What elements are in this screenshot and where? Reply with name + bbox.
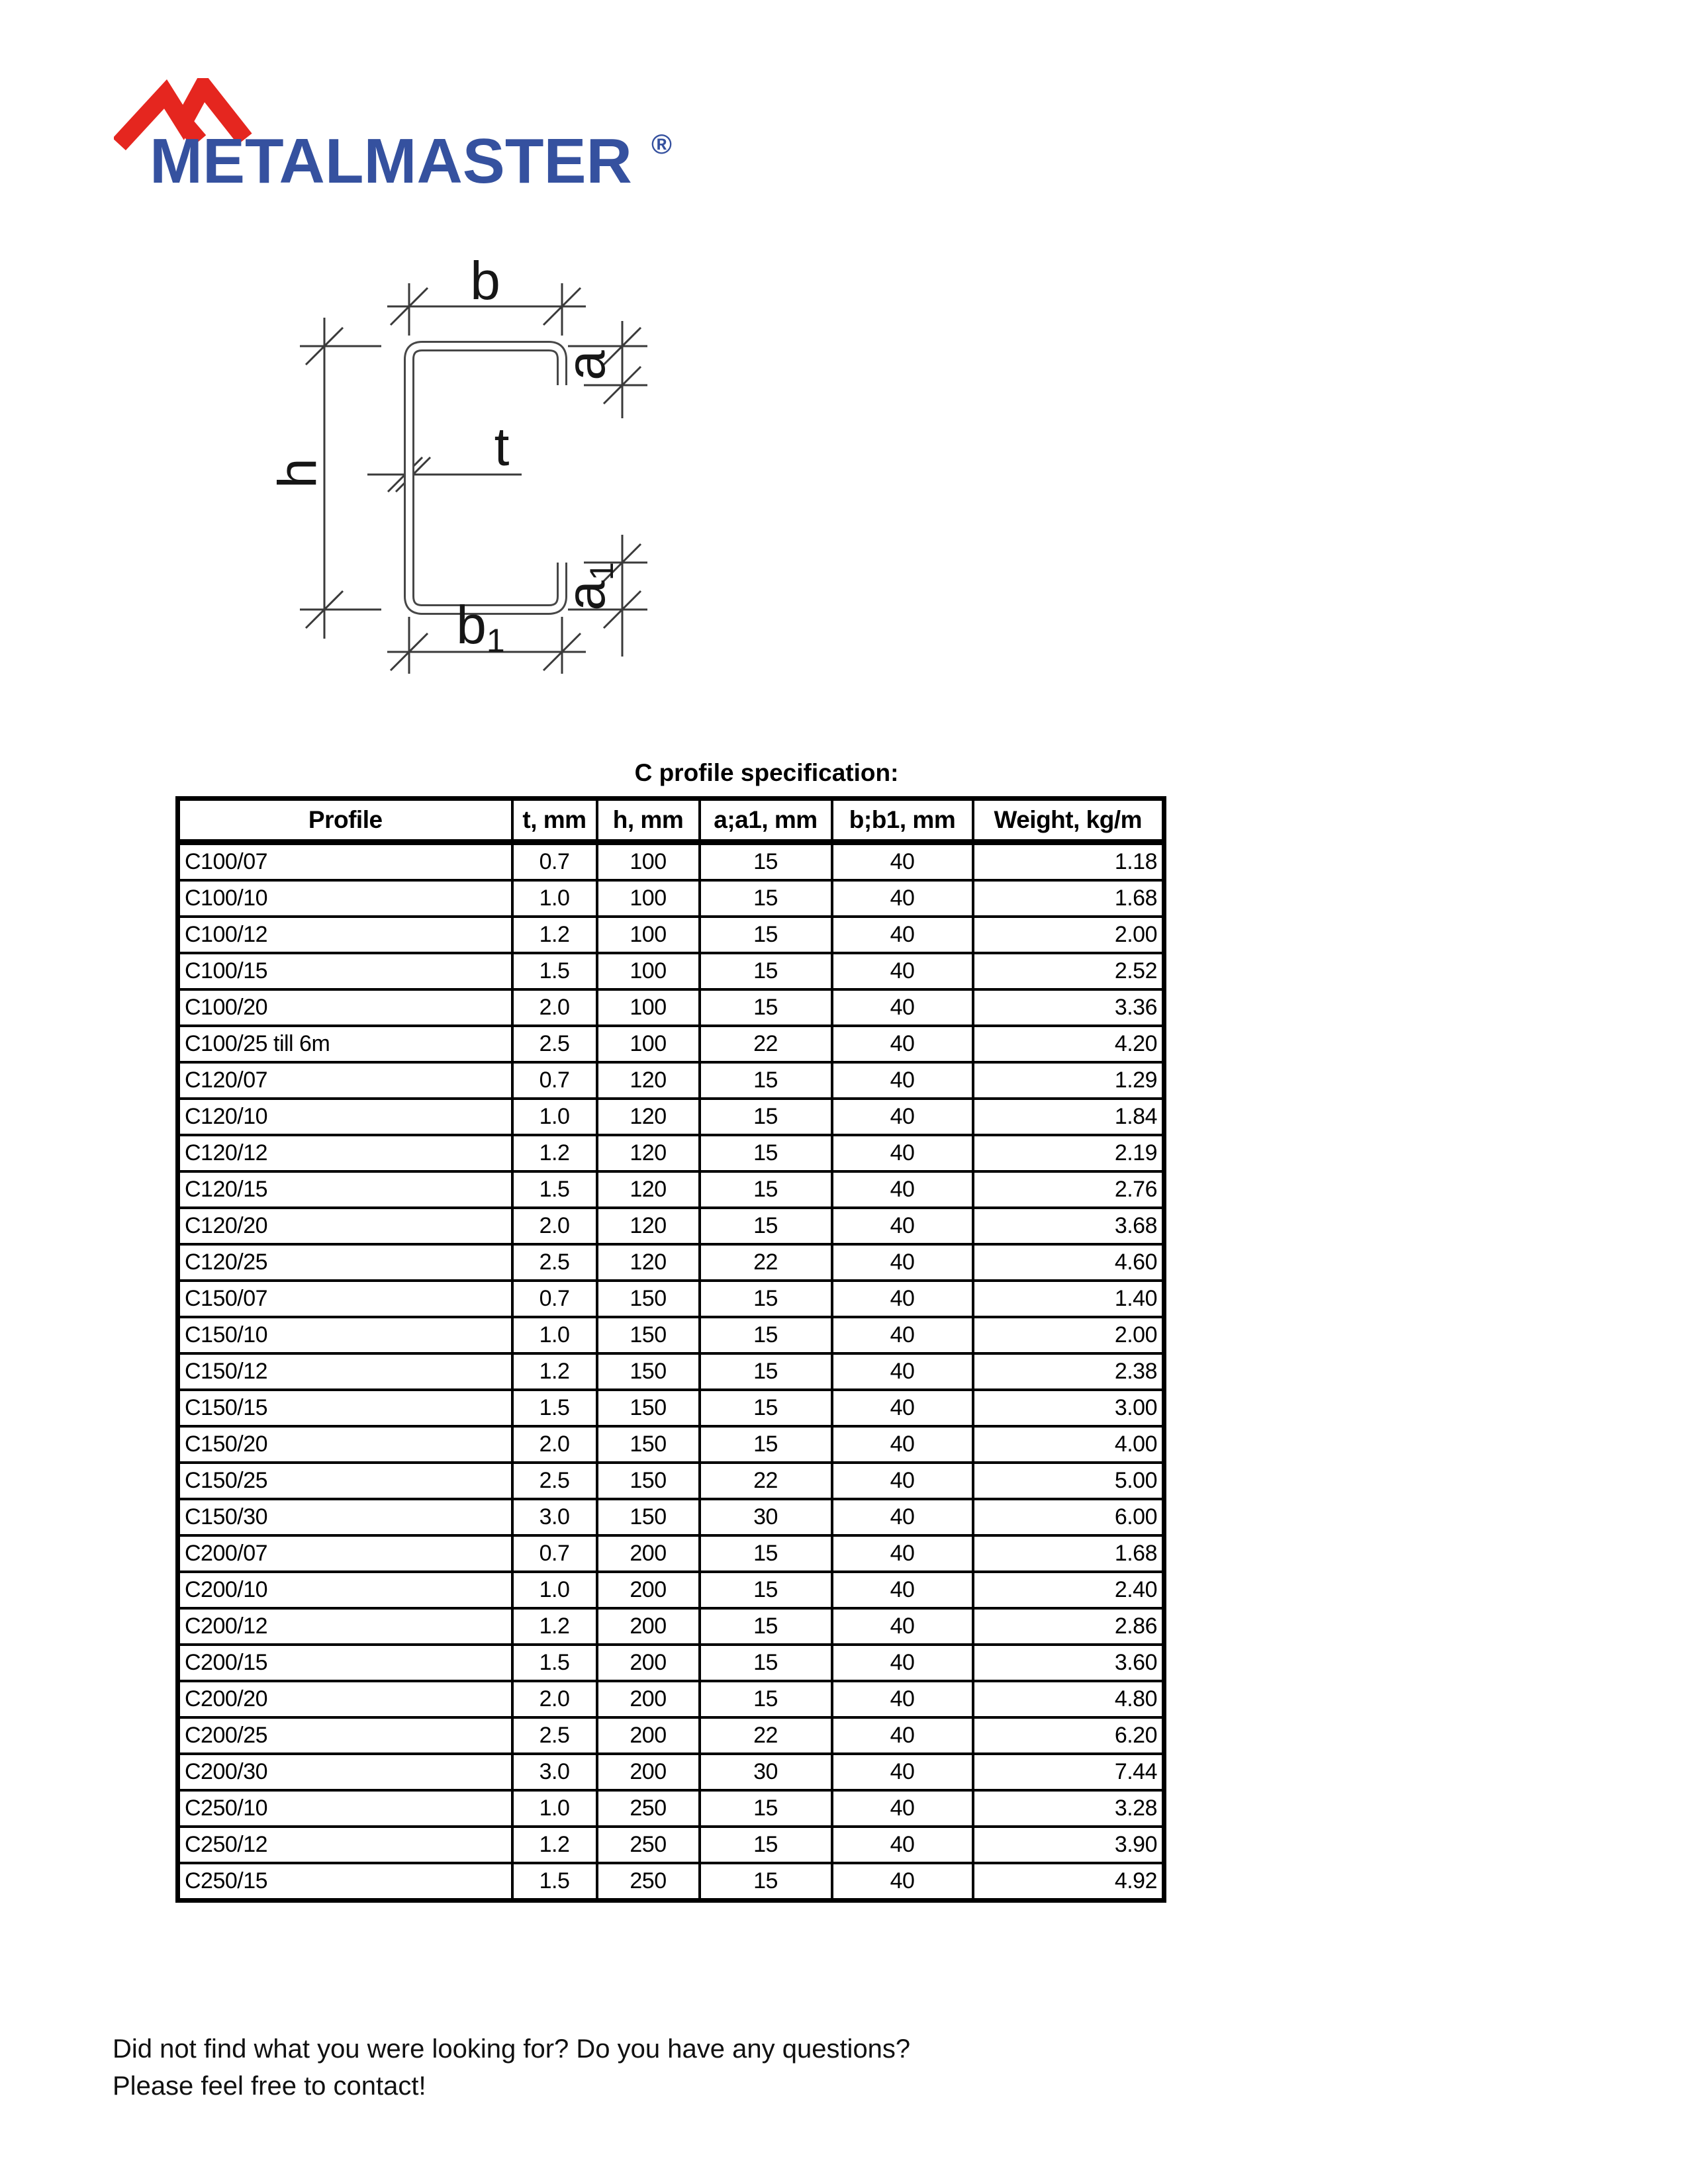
- table-cell: 1.0: [512, 1317, 597, 1353]
- table-cell: 15: [700, 1790, 832, 1827]
- table-cell: 2.52: [973, 953, 1164, 989]
- table-row: [178, 989, 1164, 1026]
- table-row: [178, 917, 1164, 953]
- table-cell: 15: [700, 1208, 832, 1244]
- table-cell: C150/07: [178, 1281, 512, 1317]
- table-title: C profile specification:: [634, 759, 899, 786]
- c-profile-diagram: [252, 225, 675, 688]
- table-cell: C120/12: [178, 1135, 512, 1171]
- table-cell: 15: [700, 1426, 832, 1463]
- table-cell: 15: [700, 953, 832, 989]
- table-cell: 40: [832, 1499, 973, 1535]
- table-cell: 1.40: [973, 1281, 1164, 1317]
- table-cell: 2.0: [512, 989, 597, 1026]
- table-cell: 100: [597, 1026, 700, 1062]
- table-cell: 1.68: [973, 880, 1164, 917]
- table-cell: 4.00: [973, 1426, 1164, 1463]
- table-cell: 3.28: [973, 1790, 1164, 1827]
- table-cell: 40: [832, 1426, 973, 1463]
- table-cell: 0.7: [512, 842, 597, 881]
- table-cell: C150/30: [178, 1499, 512, 1535]
- table-row: [178, 1572, 1164, 1608]
- table-cell: 7.44: [973, 1754, 1164, 1790]
- table-cell: C150/20: [178, 1426, 512, 1463]
- table-cell: 15: [700, 1827, 832, 1863]
- table-cell: 15: [700, 1863, 832, 1901]
- table-cell: 40: [832, 1754, 973, 1790]
- table-cell: C150/12: [178, 1353, 512, 1390]
- table-cell: 2.0: [512, 1426, 597, 1463]
- table-cell: C100/10: [178, 880, 512, 917]
- table-cell: C200/07: [178, 1535, 512, 1572]
- c-profile-outline: [409, 346, 562, 610]
- table-cell: 120: [597, 1244, 700, 1281]
- table-cell: 4.20: [973, 1026, 1164, 1062]
- table-cell: C150/15: [178, 1390, 512, 1426]
- table-cell: 40: [832, 1208, 973, 1244]
- table-cell: 1.5: [512, 953, 597, 989]
- footer-line: Did not find what you were looking for? Do you have any questions?: [113, 2034, 911, 2064]
- table-cell: C200/30: [178, 1754, 512, 1790]
- table-cell: 3.00: [973, 1390, 1164, 1426]
- table-cell: 4.92: [973, 1863, 1164, 1901]
- footer-note: [113, 2030, 910, 2105]
- table-body: [178, 842, 1164, 1901]
- table-cell: 40: [832, 1535, 973, 1572]
- table-cell: 15: [700, 842, 832, 881]
- table-cell: 40: [832, 1281, 973, 1317]
- table-row: [178, 1244, 1164, 1281]
- table-cell: 100: [597, 989, 700, 1026]
- table-header-row: [178, 799, 1164, 842]
- label-b1: b1: [456, 595, 505, 659]
- table-cell: 15: [700, 1317, 832, 1353]
- table-cell: C200/25: [178, 1717, 512, 1754]
- table-cell: 2.38: [973, 1353, 1164, 1390]
- registered-trademark-icon: ®: [651, 128, 672, 159]
- table-cell: 200: [597, 1572, 700, 1608]
- table-cell: 120: [597, 1062, 700, 1099]
- table-cell: 200: [597, 1535, 700, 1572]
- table-cell: 3.0: [512, 1499, 597, 1535]
- table-cell: 2.5: [512, 1244, 597, 1281]
- table-cell: C100/12: [178, 917, 512, 953]
- table-cell: 15: [700, 1572, 832, 1608]
- table-cell: 15: [700, 1281, 832, 1317]
- table-cell: C100/15: [178, 953, 512, 989]
- table-cell: 150: [597, 1463, 700, 1499]
- table-cell: 0.7: [512, 1281, 597, 1317]
- table-cell: 2.0: [512, 1681, 597, 1717]
- table-row: [178, 1608, 1164, 1645]
- table-cell: 5.00: [973, 1463, 1164, 1499]
- table-cell: 200: [597, 1645, 700, 1681]
- column-header: b;b1, mm: [832, 799, 973, 842]
- table-cell: C150/10: [178, 1317, 512, 1353]
- table-cell: 250: [597, 1790, 700, 1827]
- column-header: h, mm: [597, 799, 700, 842]
- table-cell: 3.68: [973, 1208, 1164, 1244]
- table-cell: 1.0: [512, 1099, 597, 1135]
- table-cell: 40: [832, 1827, 973, 1863]
- table-cell: 120: [597, 1208, 700, 1244]
- table-row: [178, 1827, 1164, 1863]
- table-cell: 22: [700, 1463, 832, 1499]
- table-cell: 40: [832, 1645, 973, 1681]
- table-cell: 40: [832, 989, 973, 1026]
- column-header: Weight, kg/m: [973, 799, 1164, 842]
- table-cell: C200/10: [178, 1572, 512, 1608]
- table-row: [178, 1535, 1164, 1572]
- table-row: [178, 1426, 1164, 1463]
- column-header: t, mm: [512, 799, 597, 842]
- table-cell: 1.29: [973, 1062, 1164, 1099]
- table-cell: 100: [597, 880, 700, 917]
- table-cell: 15: [700, 1353, 832, 1390]
- table-cell: 150: [597, 1317, 700, 1353]
- table-cell: 40: [832, 842, 973, 881]
- label-t: t: [494, 417, 510, 477]
- table-cell: 1.5: [512, 1171, 597, 1208]
- table-cell: 2.86: [973, 1608, 1164, 1645]
- table-cell: 3.60: [973, 1645, 1164, 1681]
- table-cell: 40: [832, 1390, 973, 1426]
- table-cell: 40: [832, 1353, 973, 1390]
- table-cell: 1.0: [512, 880, 597, 917]
- table-row: [178, 1717, 1164, 1754]
- table-cell: C250/12: [178, 1827, 512, 1863]
- table-cell: 200: [597, 1717, 700, 1754]
- table-cell: 1.0: [512, 1572, 597, 1608]
- table-cell: 250: [597, 1827, 700, 1863]
- c-profile-spec-table: [175, 796, 1166, 1903]
- table-cell: 3.36: [973, 989, 1164, 1026]
- table-cell: 150: [597, 1499, 700, 1535]
- table-row: [178, 1099, 1164, 1135]
- table-cell: 4.80: [973, 1681, 1164, 1717]
- table-cell: 2.5: [512, 1717, 597, 1754]
- table-cell: C120/10: [178, 1099, 512, 1135]
- table-cell: 3.0: [512, 1754, 597, 1790]
- table-cell: 1.5: [512, 1390, 597, 1426]
- table-row: [178, 1463, 1164, 1499]
- table-cell: C100/25 till 6m: [178, 1026, 512, 1062]
- table-cell: 40: [832, 880, 973, 917]
- table-cell: 2.19: [973, 1135, 1164, 1171]
- table-cell: 100: [597, 842, 700, 881]
- table-row: [178, 1754, 1164, 1790]
- table-cell: C200/20: [178, 1681, 512, 1717]
- table-cell: 40: [832, 1572, 973, 1608]
- table-cell: 15: [700, 1645, 832, 1681]
- table-cell: 15: [700, 1608, 832, 1645]
- c-profile-inner: [409, 346, 562, 610]
- table-cell: C120/25: [178, 1244, 512, 1281]
- table-cell: 200: [597, 1608, 700, 1645]
- table-row: [178, 1645, 1164, 1681]
- table-cell: 15: [700, 1390, 832, 1426]
- table-cell: 40: [832, 917, 973, 953]
- table-row: [178, 1390, 1164, 1426]
- table-cell: 250: [597, 1863, 700, 1901]
- table-row: [178, 1681, 1164, 1717]
- table-cell: 40: [832, 1717, 973, 1754]
- table-cell: C120/20: [178, 1208, 512, 1244]
- table-cell: 40: [832, 1171, 973, 1208]
- table-cell: 15: [700, 1171, 832, 1208]
- column-header: a;a1, mm: [700, 799, 832, 842]
- table-cell: 1.18: [973, 842, 1164, 881]
- table-cell: C150/25: [178, 1463, 512, 1499]
- table-cell: 1.0: [512, 1790, 597, 1827]
- table-cell: 0.7: [512, 1535, 597, 1572]
- table-cell: 30: [700, 1499, 832, 1535]
- table-cell: 100: [597, 917, 700, 953]
- table-cell: 1.2: [512, 1827, 597, 1863]
- table-cell: 40: [832, 1099, 973, 1135]
- table-row: [178, 1499, 1164, 1535]
- table-cell: 200: [597, 1681, 700, 1717]
- table-cell: 22: [700, 1026, 832, 1062]
- brand-wordmark: METALMASTER: [150, 126, 632, 197]
- table-row: [178, 880, 1164, 917]
- table-cell: 150: [597, 1426, 700, 1463]
- table-row: [178, 1062, 1164, 1099]
- table-cell: C250/10: [178, 1790, 512, 1827]
- table-cell: C200/12: [178, 1608, 512, 1645]
- table-cell: 1.2: [512, 1353, 597, 1390]
- table-cell: 15: [700, 989, 832, 1026]
- table-cell: 15: [700, 917, 832, 953]
- table-cell: 150: [597, 1353, 700, 1390]
- table-row: [178, 953, 1164, 989]
- table-cell: 2.5: [512, 1026, 597, 1062]
- table-cell: 3.90: [973, 1827, 1164, 1863]
- table-cell: 40: [832, 1244, 973, 1281]
- table-cell: 0.7: [512, 1062, 597, 1099]
- table-cell: 2.76: [973, 1171, 1164, 1208]
- table-row: [178, 1317, 1164, 1353]
- table-cell: 40: [832, 1062, 973, 1099]
- table-cell: 4.60: [973, 1244, 1164, 1281]
- table-cell: 15: [700, 1535, 832, 1572]
- table-row: [178, 1171, 1164, 1208]
- table-cell: 1.5: [512, 1863, 597, 1901]
- table-cell: 1.2: [512, 1135, 597, 1171]
- label-b: b: [470, 251, 500, 311]
- table-cell: 40: [832, 1608, 973, 1645]
- table-cell: 40: [832, 1863, 973, 1901]
- table-row: [178, 1208, 1164, 1244]
- table-cell: C120/07: [178, 1062, 512, 1099]
- table-row: [178, 1135, 1164, 1171]
- table-cell: 22: [700, 1244, 832, 1281]
- label-a: a: [556, 350, 616, 381]
- table-row: [178, 1026, 1164, 1062]
- table-cell: C120/15: [178, 1171, 512, 1208]
- table-cell: C100/07: [178, 842, 512, 881]
- table-cell: 6.00: [973, 1499, 1164, 1535]
- table-cell: 100: [597, 953, 700, 989]
- table-cell: 40: [832, 1135, 973, 1171]
- table-cell: 2.0: [512, 1208, 597, 1244]
- table-cell: 15: [700, 1681, 832, 1717]
- table-cell: 200: [597, 1754, 700, 1790]
- table-cell: 40: [832, 1026, 973, 1062]
- table-cell: 150: [597, 1281, 700, 1317]
- table-cell: 15: [700, 1099, 832, 1135]
- table-cell: 40: [832, 1790, 973, 1827]
- column-header: Profile: [178, 799, 512, 842]
- table-cell: 1.2: [512, 917, 597, 953]
- table-row: [178, 1863, 1164, 1901]
- table-cell: 1.2: [512, 1608, 597, 1645]
- table-cell: 120: [597, 1099, 700, 1135]
- table-cell: 40: [832, 1681, 973, 1717]
- table-cell: 15: [700, 1062, 832, 1099]
- table-row: [178, 1281, 1164, 1317]
- table-cell: 1.84: [973, 1099, 1164, 1135]
- table-cell: 15: [700, 880, 832, 917]
- table-cell: 1.5: [512, 1645, 597, 1681]
- table-cell: 30: [700, 1754, 832, 1790]
- table-cell: C250/15: [178, 1863, 512, 1901]
- table-cell: 120: [597, 1171, 700, 1208]
- table-cell: 15: [700, 1135, 832, 1171]
- table-cell: 40: [832, 953, 973, 989]
- table-row: [178, 842, 1164, 881]
- footer-line: Please feel free to contact!: [113, 2071, 426, 2101]
- table-cell: 2.00: [973, 917, 1164, 953]
- table-cell: 150: [597, 1390, 700, 1426]
- table-cell: 1.68: [973, 1535, 1164, 1572]
- label-a1: a1: [556, 562, 620, 611]
- table-cell: 2.40: [973, 1572, 1164, 1608]
- table-cell: 2.5: [512, 1463, 597, 1499]
- table-cell: 120: [597, 1135, 700, 1171]
- table-cell: 6.20: [973, 1717, 1164, 1754]
- table-cell: 22: [700, 1717, 832, 1754]
- table-row: [178, 1790, 1164, 1827]
- table-cell: 40: [832, 1317, 973, 1353]
- table-cell: C200/15: [178, 1645, 512, 1681]
- label-h: h: [267, 458, 328, 488]
- table-row: [178, 1353, 1164, 1390]
- table-cell: C100/20: [178, 989, 512, 1026]
- table-cell: 2.00: [973, 1317, 1164, 1353]
- table-cell: 40: [832, 1463, 973, 1499]
